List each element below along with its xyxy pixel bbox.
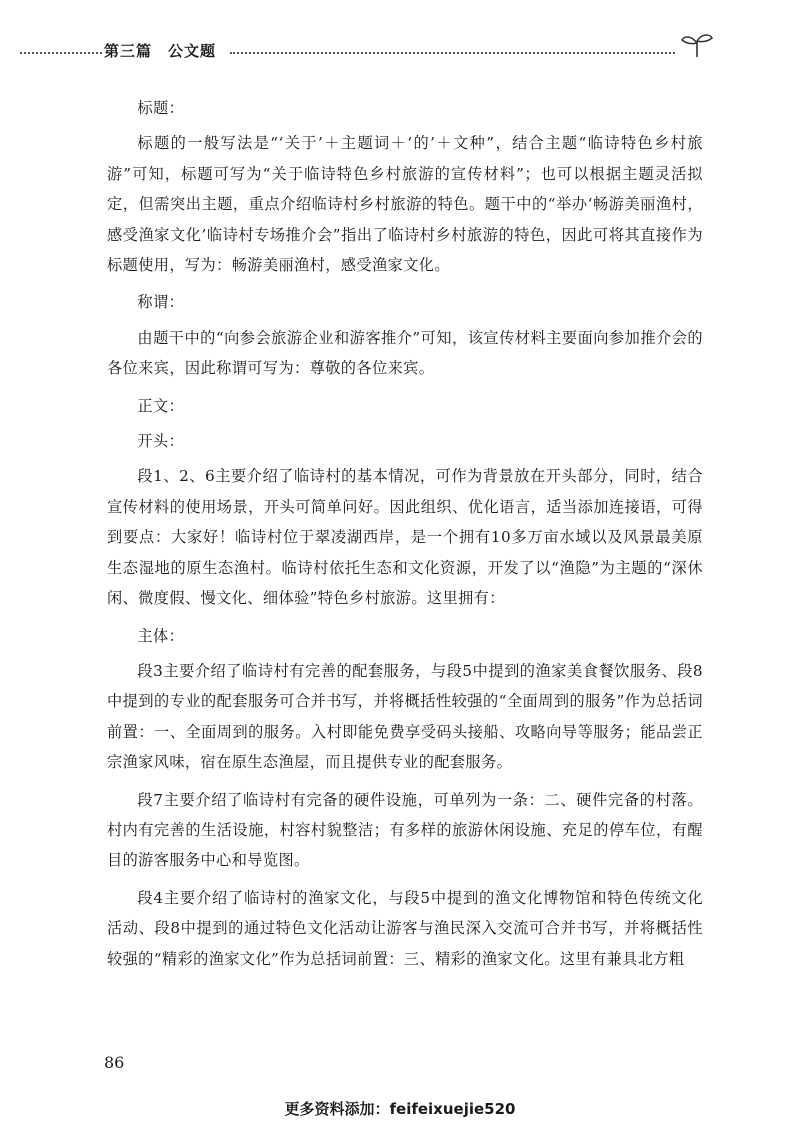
page-header [0, 32, 800, 72]
paragraph-point-one: 段3主要介绍了临诗村有完善的配套服务，与段5中提到的渔家美食餐饮服务、段8中提到的专业的配套服务可合并书写，并将概括性较强的“全面周到的服务”作为总括词前置：一、全面周到的服务。入村即能免费享受码头接船、攻略向导等服务；能品尝正宗渔家风味，宿在原生态渔屋，而且提供专业的配套服务。 [107, 661, 703, 772]
paragraph-point-three: 段4主要介绍了临诗村的渔家文化，与段5中提到的渔文化博物馆和特色传统文化活动、段8中提到的通过特色文化活动让游客与渔民深入交流可合并书写，并将概括性较强的“精彩的渔家文化”作为总括词前置：三、精彩的渔家文化。这里有兼具北方粗 [107, 888, 703, 968]
paragraph-point-two: 段7主要介绍了临诗村有完备的硬件设施，可单列为一条：二、硬件完备的村落。村内有完善的生活设施，村容村貌整洁；有多样的旅游休闲设施、充足的停车位，有醒目的游客服务中心和导览图。 [107, 790, 703, 870]
paragraph-title-explanation: 标题的一般写法是“‘关于’＋主题词＋‘的’＋文种”，结合主题“临诗特色乡村旅游”可知，标题可写为“关于临诗特色乡村旅游的宣传材料”；也可以根据主题灵活拟定，但需突出主题，重点介绍临诗村乡村旅游的特色。题干中的“举办‘畅游美丽渔村，感受渔家文化’临诗村专场推介会”指出了临诗村乡村旅游的特色，因此可将其直接作为标题使用，写为：畅游美丽渔村，感受渔家文化。 [107, 134, 703, 275]
header-dotted-rule-right [230, 52, 675, 54]
label-body: 主体： [137, 626, 185, 645]
label-salutation: 称谓： [137, 293, 185, 312]
body-text [107, 93, 703, 981]
label-main-text: 正文： [137, 396, 185, 415]
paragraph-salutation-explanation: 由题干中的“向参会旅游企业和游客推介”可知，该宣传材料主要面向参加推介会的各位来宾，因此称谓可写为：尊敬的各位来宾。 [107, 328, 703, 378]
paragraph-opening: 段1、2、6主要介绍了临诗村的基本情况，可作为背景放在开头部分，同时，结合宣传材料的使用场景，开头可简单问好。因此组织、优化语言，适当添加连接语，可得到要点：大家好！临诗村位于翠凌湖西岸，是一个拥有10多万亩水域以及风景最美原生态湿地的原生态渔村。临诗村依托生态和文化资源，开发了以“渔隐”为主题的“深休闲、微度假、慢文化、细体验”特色乡村旅游。这里拥有： [107, 467, 703, 608]
section-title: 第三篇 公文题 [104, 42, 217, 60]
header-dotted-rule-left [20, 52, 102, 54]
footer-note: 更多资料添加：feifeixuejie520 [284, 1100, 516, 1118]
label-opening: 开头： [137, 432, 185, 451]
label-title: 标题： [137, 99, 185, 117]
sprout-icon [680, 32, 714, 62]
page-number: 86 [104, 1053, 125, 1072]
